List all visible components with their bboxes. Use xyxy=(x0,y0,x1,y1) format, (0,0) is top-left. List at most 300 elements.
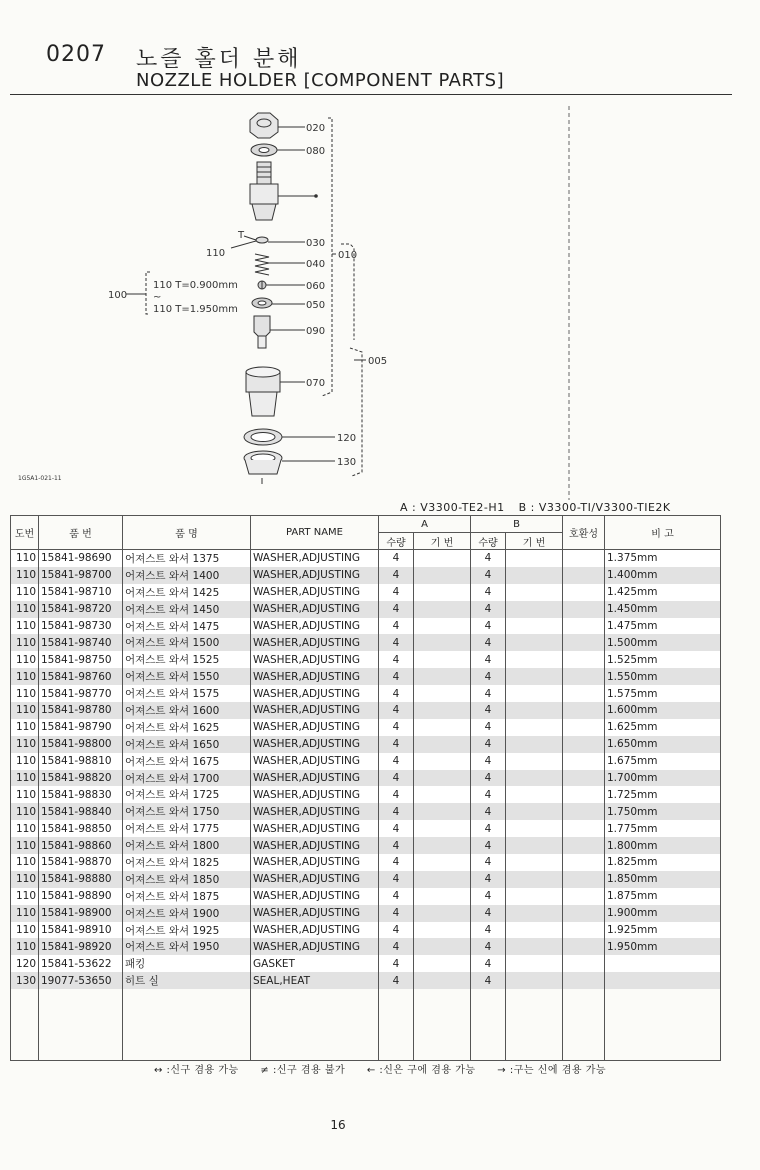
row-part-name-korean: 어져스트 와셔 1825 xyxy=(123,854,251,871)
table-row xyxy=(11,803,721,820)
row-part-number: 15841-98850 xyxy=(39,820,123,837)
row-qty-b: 4 xyxy=(471,567,506,584)
row-remark: 1.850mm xyxy=(605,871,721,888)
thickness-min-note: 110 T=0.900mm xyxy=(153,280,238,291)
table-row xyxy=(11,550,721,567)
row-qty-a: 4 xyxy=(379,651,414,668)
row-no: 110 xyxy=(11,634,39,651)
row-part-number: 15841-98920 xyxy=(39,938,123,955)
row-serial-b xyxy=(506,922,563,939)
row-part-name: GASKET xyxy=(251,955,379,972)
row-qty-b: 4 xyxy=(471,634,506,651)
row-remark: 1.625mm xyxy=(605,719,721,736)
empty-cell xyxy=(379,989,414,1061)
row-serial-a xyxy=(414,702,471,719)
callout-100: 100 xyxy=(108,290,128,301)
row-qty-a: 4 xyxy=(379,618,414,635)
thickness-max-note: 110 T=1.950mm xyxy=(153,304,238,315)
row-no: 110 xyxy=(11,567,39,584)
row-qty-b: 4 xyxy=(471,770,506,787)
row-part-name: WASHER,ADJUSTING xyxy=(251,651,379,668)
row-qty-a: 4 xyxy=(379,955,414,972)
row-part-name: WASHER,ADJUSTING xyxy=(251,567,379,584)
row-compatibility xyxy=(563,618,605,635)
parts-table-body xyxy=(11,550,721,1061)
row-compatibility xyxy=(563,719,605,736)
row-no: 110 xyxy=(11,770,39,787)
row-qty-b: 4 xyxy=(471,938,506,955)
row-part-number: 15841-98910 xyxy=(39,922,123,939)
row-part-name-korean: 어져스트 와셔 1525 xyxy=(123,651,251,668)
row-part-name: WASHER,ADJUSTING xyxy=(251,668,379,685)
page-number: 16 xyxy=(330,1118,346,1132)
row-remark: 1.775mm xyxy=(605,820,721,837)
row-qty-b: 4 xyxy=(471,719,506,736)
empty-cell xyxy=(251,989,379,1061)
table-row xyxy=(11,786,721,803)
header-part-number: 품 번 xyxy=(39,516,123,550)
row-qty-a: 4 xyxy=(379,854,414,871)
row-no: 110 xyxy=(11,753,39,770)
row-compatibility xyxy=(563,736,605,753)
callout-t: T xyxy=(238,230,245,241)
table-row xyxy=(11,567,721,584)
row-remark: 1.700mm xyxy=(605,770,721,787)
header-remarks: 비 고 xyxy=(605,516,721,550)
row-remark: 1.575mm xyxy=(605,685,721,702)
row-part-name-korean: 어져스트 와셔 1550 xyxy=(123,668,251,685)
empty-cell xyxy=(506,989,563,1061)
header-qty-b: 수량 xyxy=(471,533,506,550)
nut-020-shape xyxy=(250,113,305,138)
header-serial-a: 기 번 xyxy=(414,533,471,550)
row-remark: 1.500mm xyxy=(605,634,721,651)
retaining-nut-070-shape xyxy=(246,367,305,416)
row-serial-b xyxy=(506,770,563,787)
row-qty-b: 4 xyxy=(471,618,506,635)
row-serial-a xyxy=(414,820,471,837)
row-serial-b xyxy=(506,820,563,837)
row-qty-b: 4 xyxy=(471,922,506,939)
header-group-b: B xyxy=(471,516,563,533)
row-serial-b xyxy=(506,702,563,719)
row-part-name-korean: 어져스트 와셔 1650 xyxy=(123,736,251,753)
row-compatibility xyxy=(563,837,605,854)
row-serial-b xyxy=(506,972,563,989)
row-part-number: 15841-98770 xyxy=(39,685,123,702)
row-remark: 1.400mm xyxy=(605,567,721,584)
row-no: 110 xyxy=(11,668,39,685)
row-serial-a xyxy=(414,938,471,955)
row-serial-b xyxy=(506,651,563,668)
row-part-name: WASHER,ADJUSTING xyxy=(251,786,379,803)
row-qty-b: 4 xyxy=(471,905,506,922)
table-row xyxy=(11,955,721,972)
table-row xyxy=(11,972,721,989)
table-row xyxy=(11,888,721,905)
row-no: 110 xyxy=(11,854,39,871)
table-row xyxy=(11,837,721,854)
spring-040-shape xyxy=(255,254,305,275)
row-part-name: WASHER,ADJUSTING xyxy=(251,719,379,736)
row-part-number: 15841-98880 xyxy=(39,871,123,888)
callout-020: 020 xyxy=(306,123,326,134)
row-serial-b xyxy=(506,584,563,601)
row-serial-a xyxy=(414,955,471,972)
callout-080: 080 xyxy=(306,146,326,157)
row-part-name-korean: 어져스트 와셔 1675 xyxy=(123,753,251,770)
row-qty-a: 4 xyxy=(379,837,414,854)
row-qty-a: 4 xyxy=(379,634,414,651)
row-qty-b: 4 xyxy=(471,854,506,871)
row-serial-b xyxy=(506,888,563,905)
row-compatibility xyxy=(563,685,605,702)
row-no: 110 xyxy=(11,651,39,668)
row-qty-b: 4 xyxy=(471,651,506,668)
row-qty-b: 4 xyxy=(471,753,506,770)
row-qty-a: 4 xyxy=(379,753,414,770)
row-serial-b xyxy=(506,871,563,888)
row-remark: 1.375mm xyxy=(605,550,721,567)
row-serial-b xyxy=(506,736,563,753)
header-part-name: PART NAME xyxy=(251,516,379,550)
table-row xyxy=(11,668,721,685)
row-qty-b: 4 xyxy=(471,601,506,618)
row-compatibility xyxy=(563,955,605,972)
row-part-name: WASHER,ADJUSTING xyxy=(251,550,379,567)
row-remark: 1.925mm xyxy=(605,922,721,939)
row-part-number: 15841-53622 xyxy=(39,955,123,972)
row-no: 110 xyxy=(11,786,39,803)
row-serial-a xyxy=(414,651,471,668)
row-remark: 1.875mm xyxy=(605,888,721,905)
row-qty-a: 4 xyxy=(379,770,414,787)
row-part-number: 15841-98760 xyxy=(39,668,123,685)
row-serial-b xyxy=(506,938,563,955)
row-part-number: 15841-98750 xyxy=(39,651,123,668)
header-group-a: A xyxy=(379,516,471,533)
row-compatibility xyxy=(563,753,605,770)
row-part-name: WASHER,ADJUSTING xyxy=(251,922,379,939)
table-row xyxy=(11,871,721,888)
row-part-name-korean: 어져스트 와셔 1700 xyxy=(123,770,251,787)
row-no: 110 xyxy=(11,719,39,736)
heat-seal-130-shape xyxy=(244,451,335,484)
row-qty-a: 4 xyxy=(379,972,414,989)
row-serial-a xyxy=(414,736,471,753)
row-serial-b xyxy=(506,803,563,820)
row-part-number: 15841-98840 xyxy=(39,803,123,820)
row-remark: 1.900mm xyxy=(605,905,721,922)
row-part-number: 19077-53650 xyxy=(39,972,123,989)
page-title-korean: 노즐 홀더 분해 xyxy=(136,47,302,72)
row-qty-a: 4 xyxy=(379,905,414,922)
row-qty-a: 4 xyxy=(379,803,414,820)
row-remark: 1.950mm xyxy=(605,938,721,955)
row-part-name: WASHER,ADJUSTING xyxy=(251,938,379,955)
row-no: 110 xyxy=(11,584,39,601)
row-qty-b: 4 xyxy=(471,955,506,972)
table-row xyxy=(11,938,721,955)
legend-interchangeable: ↔ :신구 겸용 가능 xyxy=(153,1065,239,1076)
callout-110: 110 xyxy=(206,248,226,259)
row-part-name: WASHER,ADJUSTING xyxy=(251,803,379,820)
row-qty-a: 4 xyxy=(379,702,414,719)
table-row xyxy=(11,702,721,719)
row-qty-a: 4 xyxy=(379,668,414,685)
row-part-name: WASHER,ADJUSTING xyxy=(251,618,379,635)
row-part-name: WASHER,ADJUSTING xyxy=(251,905,379,922)
holder-body-shape xyxy=(250,162,317,220)
table-row xyxy=(11,770,721,787)
table-empty-space xyxy=(11,989,721,1061)
row-part-name: WASHER,ADJUSTING xyxy=(251,601,379,618)
row-serial-b xyxy=(506,618,563,635)
row-part-name-korean: 어져스트 와셔 1600 xyxy=(123,702,251,719)
row-serial-b xyxy=(506,753,563,770)
row-compatibility xyxy=(563,770,605,787)
row-compatibility xyxy=(563,601,605,618)
row-part-name: WASHER,ADJUSTING xyxy=(251,820,379,837)
row-no: 110 xyxy=(11,888,39,905)
row-serial-a xyxy=(414,803,471,820)
row-part-name-korean: 어져스트 와셔 1900 xyxy=(123,905,251,922)
row-remark: 1.525mm xyxy=(605,651,721,668)
gasket-120-shape xyxy=(244,429,335,445)
row-serial-b xyxy=(506,955,563,972)
row-remark: 1.450mm xyxy=(605,601,721,618)
table-row xyxy=(11,736,721,753)
row-remark: 1.725mm xyxy=(605,786,721,803)
row-qty-b: 4 xyxy=(471,972,506,989)
row-qty-a: 4 xyxy=(379,888,414,905)
row-qty-a: 4 xyxy=(379,871,414,888)
row-part-number: 15841-98870 xyxy=(39,854,123,871)
assembly-brackets xyxy=(146,118,362,476)
table-row xyxy=(11,584,721,601)
row-qty-b: 4 xyxy=(471,888,506,905)
row-part-number: 15841-98780 xyxy=(39,702,123,719)
row-remark: 1.550mm xyxy=(605,668,721,685)
row-part-name-korean: 어져스트 와셔 1450 xyxy=(123,601,251,618)
header-qty-a: 수량 xyxy=(379,533,414,550)
row-serial-b xyxy=(506,837,563,854)
empty-cell xyxy=(11,989,39,1061)
row-serial-a xyxy=(414,770,471,787)
table-row xyxy=(11,651,721,668)
row-no: 110 xyxy=(11,871,39,888)
row-no: 110 xyxy=(11,702,39,719)
row-part-number: 15841-98890 xyxy=(39,888,123,905)
callout-040: 040 xyxy=(306,259,326,270)
row-serial-a xyxy=(414,888,471,905)
row-remark: 1.750mm xyxy=(605,803,721,820)
row-part-number: 15841-98690 xyxy=(39,550,123,567)
row-serial-a xyxy=(414,753,471,770)
row-compatibility xyxy=(563,584,605,601)
row-qty-a: 4 xyxy=(379,685,414,702)
row-qty-a: 4 xyxy=(379,938,414,955)
row-qty-b: 4 xyxy=(471,820,506,837)
row-serial-a xyxy=(414,550,471,567)
row-compatibility xyxy=(563,854,605,871)
row-remark xyxy=(605,955,721,972)
table-row xyxy=(11,753,721,770)
row-compatibility xyxy=(563,820,605,837)
row-remark: 1.675mm xyxy=(605,753,721,770)
row-part-number: 15841-98730 xyxy=(39,618,123,635)
table-row xyxy=(11,922,721,939)
row-serial-b xyxy=(506,550,563,567)
row-remark: 1.425mm xyxy=(605,584,721,601)
row-no: 110 xyxy=(11,736,39,753)
row-qty-a: 4 xyxy=(379,719,414,736)
row-part-number: 15841-98700 xyxy=(39,567,123,584)
row-qty-b: 4 xyxy=(471,668,506,685)
nozzle-090-shape xyxy=(254,316,305,348)
row-part-number: 15841-98790 xyxy=(39,719,123,736)
row-no: 120 xyxy=(11,955,39,972)
row-compatibility xyxy=(563,567,605,584)
row-part-number: 15841-98740 xyxy=(39,634,123,651)
empty-cell xyxy=(39,989,123,1061)
row-remark xyxy=(605,972,721,989)
row-compatibility xyxy=(563,634,605,651)
row-compatibility xyxy=(563,668,605,685)
row-part-name: WASHER,ADJUSTING xyxy=(251,888,379,905)
row-no: 110 xyxy=(11,938,39,955)
row-qty-b: 4 xyxy=(471,803,506,820)
row-part-name-korean: 어져스트 와셔 1725 xyxy=(123,786,251,803)
row-no: 130 xyxy=(11,972,39,989)
washer-080-shape xyxy=(251,144,305,156)
row-part-name: WASHER,ADJUSTING xyxy=(251,854,379,871)
row-part-number: 15841-98860 xyxy=(39,837,123,854)
row-serial-b xyxy=(506,685,563,702)
row-part-name-korean: 어져스트 와셔 1750 xyxy=(123,803,251,820)
row-part-number: 15841-98900 xyxy=(39,905,123,922)
row-qty-a: 4 xyxy=(379,786,414,803)
row-no: 110 xyxy=(11,618,39,635)
row-part-name-korean: 히트 실 xyxy=(123,972,251,989)
empty-cell xyxy=(414,989,471,1061)
row-no: 110 xyxy=(11,905,39,922)
row-remark: 1.825mm xyxy=(605,854,721,871)
row-part-number: 15841-98710 xyxy=(39,584,123,601)
row-part-name-korean: 어져스트 와셔 1425 xyxy=(123,584,251,601)
row-qty-b: 4 xyxy=(471,736,506,753)
row-no: 110 xyxy=(11,550,39,567)
row-qty-b: 4 xyxy=(471,550,506,567)
table-row xyxy=(11,854,721,871)
row-serial-a xyxy=(414,837,471,854)
row-part-name-korean: 어져스트 와셔 1375 xyxy=(123,550,251,567)
row-serial-a xyxy=(414,871,471,888)
row-serial-b xyxy=(506,668,563,685)
table-row xyxy=(11,719,721,736)
callout-010: 010 xyxy=(338,250,358,261)
table-row xyxy=(11,601,721,618)
row-serial-b xyxy=(506,905,563,922)
figure-number: 1G5A1-021-11 xyxy=(18,475,62,482)
row-no: 110 xyxy=(11,922,39,939)
legend-not-interchangeable: ≠ :신구 겸용 불가 xyxy=(260,1065,346,1076)
row-no: 110 xyxy=(11,685,39,702)
row-serial-b xyxy=(506,634,563,651)
table-row xyxy=(11,634,721,651)
row-part-name: WASHER,ADJUSTING xyxy=(251,871,379,888)
empty-cell xyxy=(123,989,251,1061)
row-part-name-korean: 어져스트 와셔 1925 xyxy=(123,922,251,939)
model-legend xyxy=(400,501,681,514)
row-qty-a: 4 xyxy=(379,567,414,584)
row-compatibility xyxy=(563,550,605,567)
row-compatibility xyxy=(563,905,605,922)
row-part-name: WASHER,ADJUSTING xyxy=(251,685,379,702)
model-a-label: A : V3300-TE2-H1 xyxy=(400,501,505,514)
empty-cell xyxy=(563,989,605,1061)
row-no: 110 xyxy=(11,601,39,618)
row-serial-a xyxy=(414,972,471,989)
row-serial-a xyxy=(414,601,471,618)
row-serial-a xyxy=(414,668,471,685)
header-part-name-korean: 품 명 xyxy=(123,516,251,550)
row-part-name: WASHER,ADJUSTING xyxy=(251,584,379,601)
row-qty-b: 4 xyxy=(471,584,506,601)
row-part-number: 15841-98720 xyxy=(39,601,123,618)
parts-table xyxy=(10,515,721,1061)
section-code: 0207 xyxy=(46,42,106,67)
row-compatibility xyxy=(563,972,605,989)
row-part-name: WASHER,ADJUSTING xyxy=(251,702,379,719)
row-serial-a xyxy=(414,584,471,601)
exploded-parts-diagram xyxy=(0,100,760,500)
row-part-name: WASHER,ADJUSTING xyxy=(251,753,379,770)
row-remark: 1.650mm xyxy=(605,736,721,753)
row-serial-a xyxy=(414,854,471,871)
callout-030: 030 xyxy=(306,238,326,249)
row-serial-a xyxy=(414,719,471,736)
row-serial-b xyxy=(506,719,563,736)
row-part-name-korean: 어져스트 와셔 1625 xyxy=(123,719,251,736)
row-qty-b: 4 xyxy=(471,871,506,888)
row-compatibility xyxy=(563,871,605,888)
row-qty-a: 4 xyxy=(379,922,414,939)
row-serial-a xyxy=(414,634,471,651)
row-compatibility xyxy=(563,922,605,939)
row-part-name-korean: 패킹 xyxy=(123,955,251,972)
callout-005: 005 xyxy=(368,356,388,367)
header-no: 도번 xyxy=(11,516,39,550)
row-part-name-korean: 어져스트 와셔 1850 xyxy=(123,871,251,888)
row-qty-b: 4 xyxy=(471,837,506,854)
row-qty-b: 4 xyxy=(471,685,506,702)
row-part-number: 15841-98830 xyxy=(39,786,123,803)
row-part-number: 15841-98800 xyxy=(39,736,123,753)
callout-060: 060 xyxy=(306,281,326,292)
row-serial-b xyxy=(506,854,563,871)
row-part-name-korean: 어져스트 와셔 1575 xyxy=(123,685,251,702)
row-serial-a xyxy=(414,618,471,635)
model-b-label: B : V3300-TI/V3300-TIE2K xyxy=(518,501,671,514)
callout-120: 120 xyxy=(337,433,357,444)
row-part-number: 15841-98820 xyxy=(39,770,123,787)
row-qty-a: 4 xyxy=(379,601,414,618)
row-part-name: WASHER,ADJUSTING xyxy=(251,736,379,753)
callout-050: 050 xyxy=(306,300,326,311)
row-qty-a: 4 xyxy=(379,550,414,567)
row-part-number: 15841-98810 xyxy=(39,753,123,770)
